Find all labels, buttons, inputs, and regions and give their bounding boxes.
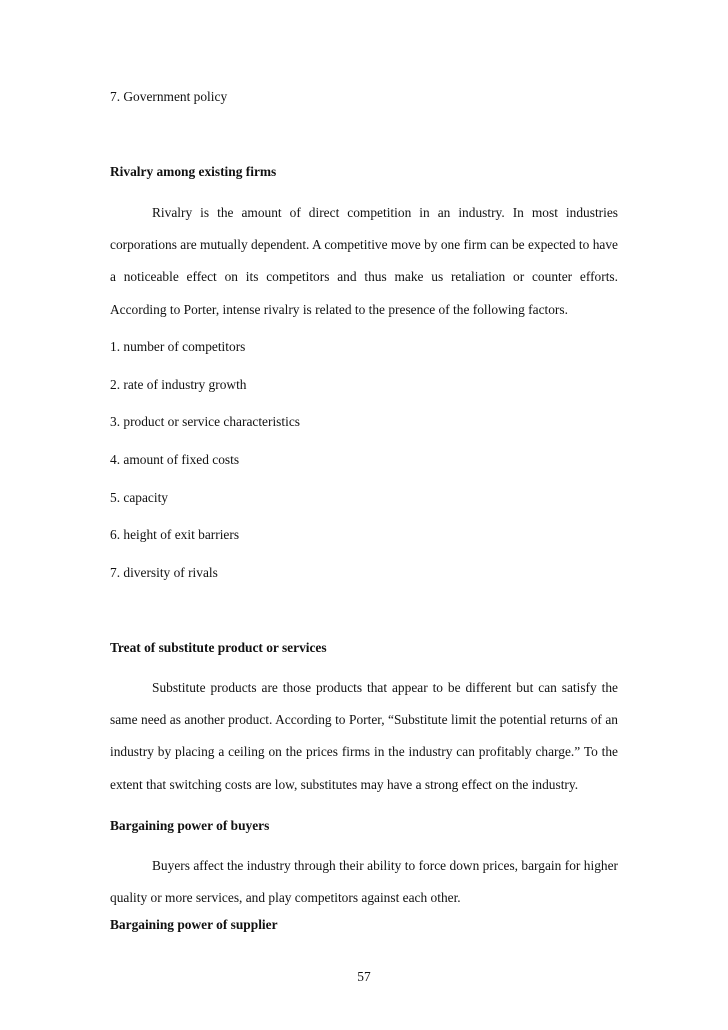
supplier-heading: Bargaining power of supplier	[110, 917, 278, 932]
rivalry-factor-7: 7. diversity of rivals	[110, 565, 218, 580]
rivalry-factor-2: 2. rate of industry growth	[110, 377, 247, 392]
government-policy-item: 7. Government policy	[110, 89, 228, 104]
rivalry-factor-6: 6. height of exit barriers	[110, 527, 240, 542]
document-page	[110, 0, 618, 1030]
rivalry-factor-5: 5. capacity	[110, 490, 168, 505]
rivalry-heading: Rivalry among existing firms	[110, 164, 277, 179]
substitutes-paragraph: Substitute products are those products that appear to be different but can satisfy the same need as another product. According to Porter, “Substitute limit the potential returns of an industry by placing a ceiling on the prices firms in the industry can profitably charge.” To the extent that switching costs are low, substitutes may have a strong effect on the industry.	[110, 680, 618, 792]
substitutes-heading: Treat of substitute product or services	[110, 640, 327, 655]
rivalry-factor-1: 1. number of competitors	[110, 339, 246, 354]
buyers-heading: Bargaining power of buyers	[110, 818, 270, 833]
page-number: 57	[357, 969, 371, 984]
rivalry-factor-4: 4. amount of fixed costs	[110, 452, 240, 467]
buyers-paragraph: Buyers affect the industry through their ability to force down prices, bargain for higher quality or more services, and play competitors against each other.	[110, 858, 618, 906]
rivalry-factor-3: 3. product or service characteristics	[110, 414, 300, 429]
rivalry-paragraph: Rivalry is the amount of direct competition in an industry. In most industries corporations are mutually dependent. A competitive move by one firm can be expected to have a noticeable effect on its competitors and thus make us retaliation or counter efforts. According to Porter, intense rivalry is related to the presence of the following factors.	[110, 205, 618, 317]
